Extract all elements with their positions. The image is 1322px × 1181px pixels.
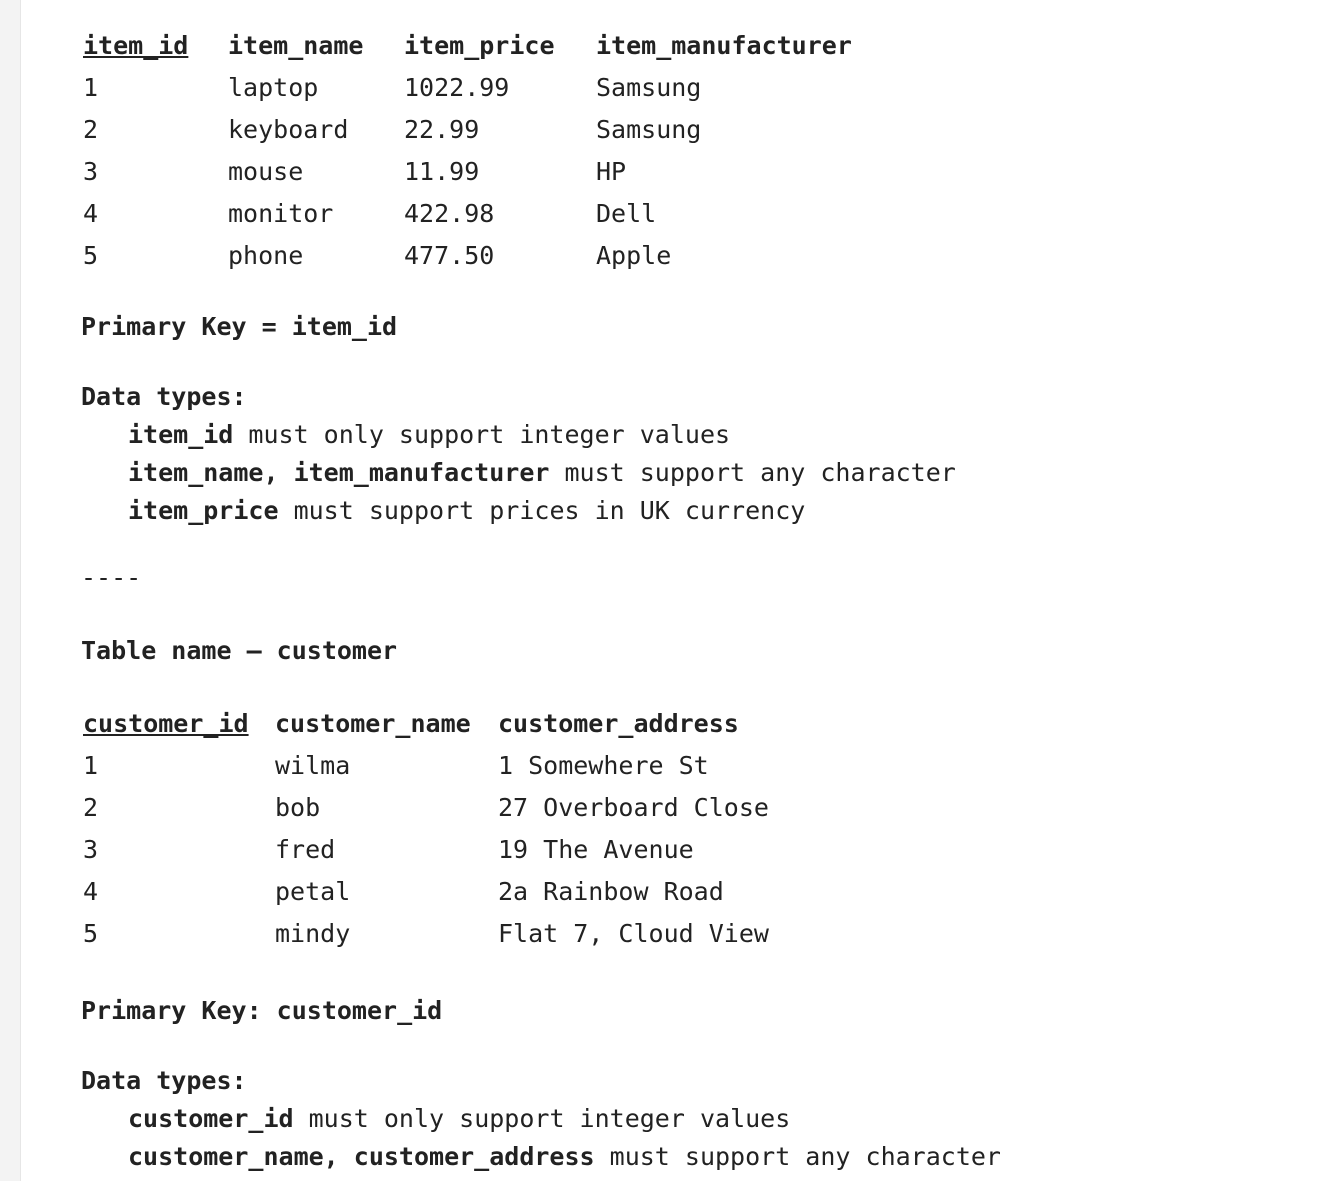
table-row bbox=[83, 912, 769, 954]
table-cell: Dell bbox=[596, 198, 657, 228]
table-cell: keyboard bbox=[228, 114, 349, 144]
table-cell: 5 bbox=[83, 918, 99, 948]
field-desc: must support any character bbox=[549, 458, 956, 487]
table-row bbox=[83, 108, 852, 150]
table-cell: 1 bbox=[83, 750, 99, 780]
table-cell: fred bbox=[275, 834, 336, 864]
table-cell: 19 The Avenue bbox=[498, 834, 694, 864]
table-cell: 3 bbox=[83, 834, 99, 864]
column-header: customer_name bbox=[275, 708, 471, 738]
table-cell: Samsung bbox=[596, 114, 702, 144]
table-cell: 5 bbox=[83, 240, 99, 270]
field-name: item_price bbox=[128, 496, 279, 525]
items-type-line bbox=[81, 416, 730, 454]
field-desc: must only support integer values bbox=[293, 1104, 791, 1133]
table-cell: 1022.99 bbox=[404, 72, 510, 102]
table-cell: Apple bbox=[596, 240, 672, 270]
table-cell: 27 Overboard Close bbox=[498, 792, 769, 822]
table-cell: 3 bbox=[83, 156, 99, 186]
items-data-types-heading: Data types: bbox=[81, 382, 247, 411]
left-gutter bbox=[0, 0, 21, 1181]
customer-primary-key: Primary Key: customer_id bbox=[81, 996, 443, 1025]
items-type-line bbox=[81, 492, 805, 530]
field-name: customer_name, customer_address bbox=[128, 1142, 595, 1171]
field-name: customer_id bbox=[128, 1104, 294, 1133]
table-cell: monitor bbox=[228, 198, 334, 228]
table-cell: 2 bbox=[83, 792, 99, 822]
table-cell: Flat 7, Cloud View bbox=[498, 918, 769, 948]
customer-table-title: Table name – customer bbox=[81, 636, 398, 665]
table-row bbox=[83, 192, 852, 234]
table-cell: 2a Rainbow Road bbox=[498, 876, 724, 906]
separator: ---- bbox=[81, 563, 142, 592]
table-cell: 1 bbox=[83, 72, 99, 102]
table-cell: bob bbox=[275, 792, 321, 822]
items-table bbox=[83, 24, 852, 276]
customer-type-line bbox=[81, 1100, 790, 1138]
table-cell: mindy bbox=[275, 918, 351, 948]
column-header: item_manufacturer bbox=[596, 30, 852, 60]
table-header-row bbox=[83, 702, 769, 744]
items-primary-key: Primary Key = item_id bbox=[81, 312, 398, 341]
table-cell: 1 Somewhere St bbox=[498, 750, 709, 780]
table-cell: 4 bbox=[83, 876, 99, 906]
table-cell: mouse bbox=[228, 156, 304, 186]
table-cell: 11.99 bbox=[404, 156, 480, 186]
column-header: item_id bbox=[83, 30, 189, 60]
column-header: customer_id bbox=[83, 708, 249, 738]
customer-type-line bbox=[81, 1138, 1001, 1176]
column-header: item_price bbox=[404, 30, 555, 60]
table-cell: petal bbox=[275, 876, 351, 906]
table-cell: Samsung bbox=[596, 72, 702, 102]
table-cell: HP bbox=[596, 156, 627, 186]
table-row bbox=[83, 786, 769, 828]
field-desc: must only support integer values bbox=[233, 420, 731, 449]
table-cell: 2 bbox=[83, 114, 99, 144]
customer-data-types-heading: Data types: bbox=[81, 1066, 247, 1095]
table-cell: wilma bbox=[275, 750, 351, 780]
table-cell: 422.98 bbox=[404, 198, 495, 228]
column-header: item_name bbox=[228, 30, 364, 60]
table-cell: 4 bbox=[83, 198, 99, 228]
table-cell: 22.99 bbox=[404, 114, 480, 144]
table-row bbox=[83, 234, 852, 276]
table-cell: 477.50 bbox=[404, 240, 495, 270]
items-type-line bbox=[81, 454, 956, 492]
field-name: item_id bbox=[128, 420, 234, 449]
table-row bbox=[83, 66, 852, 108]
table-row bbox=[83, 870, 769, 912]
table-row bbox=[83, 828, 769, 870]
field-desc: must support prices in UK currency bbox=[278, 496, 806, 525]
field-desc: must support any character bbox=[594, 1142, 1001, 1171]
column-header: customer_address bbox=[498, 708, 739, 738]
table-cell: phone bbox=[228, 240, 304, 270]
table-row bbox=[83, 744, 769, 786]
field-name: item_name, item_manufacturer bbox=[128, 458, 550, 487]
table-cell: laptop bbox=[228, 72, 319, 102]
customer-table bbox=[83, 702, 769, 954]
table-row bbox=[83, 150, 852, 192]
table-header-row bbox=[83, 24, 852, 66]
